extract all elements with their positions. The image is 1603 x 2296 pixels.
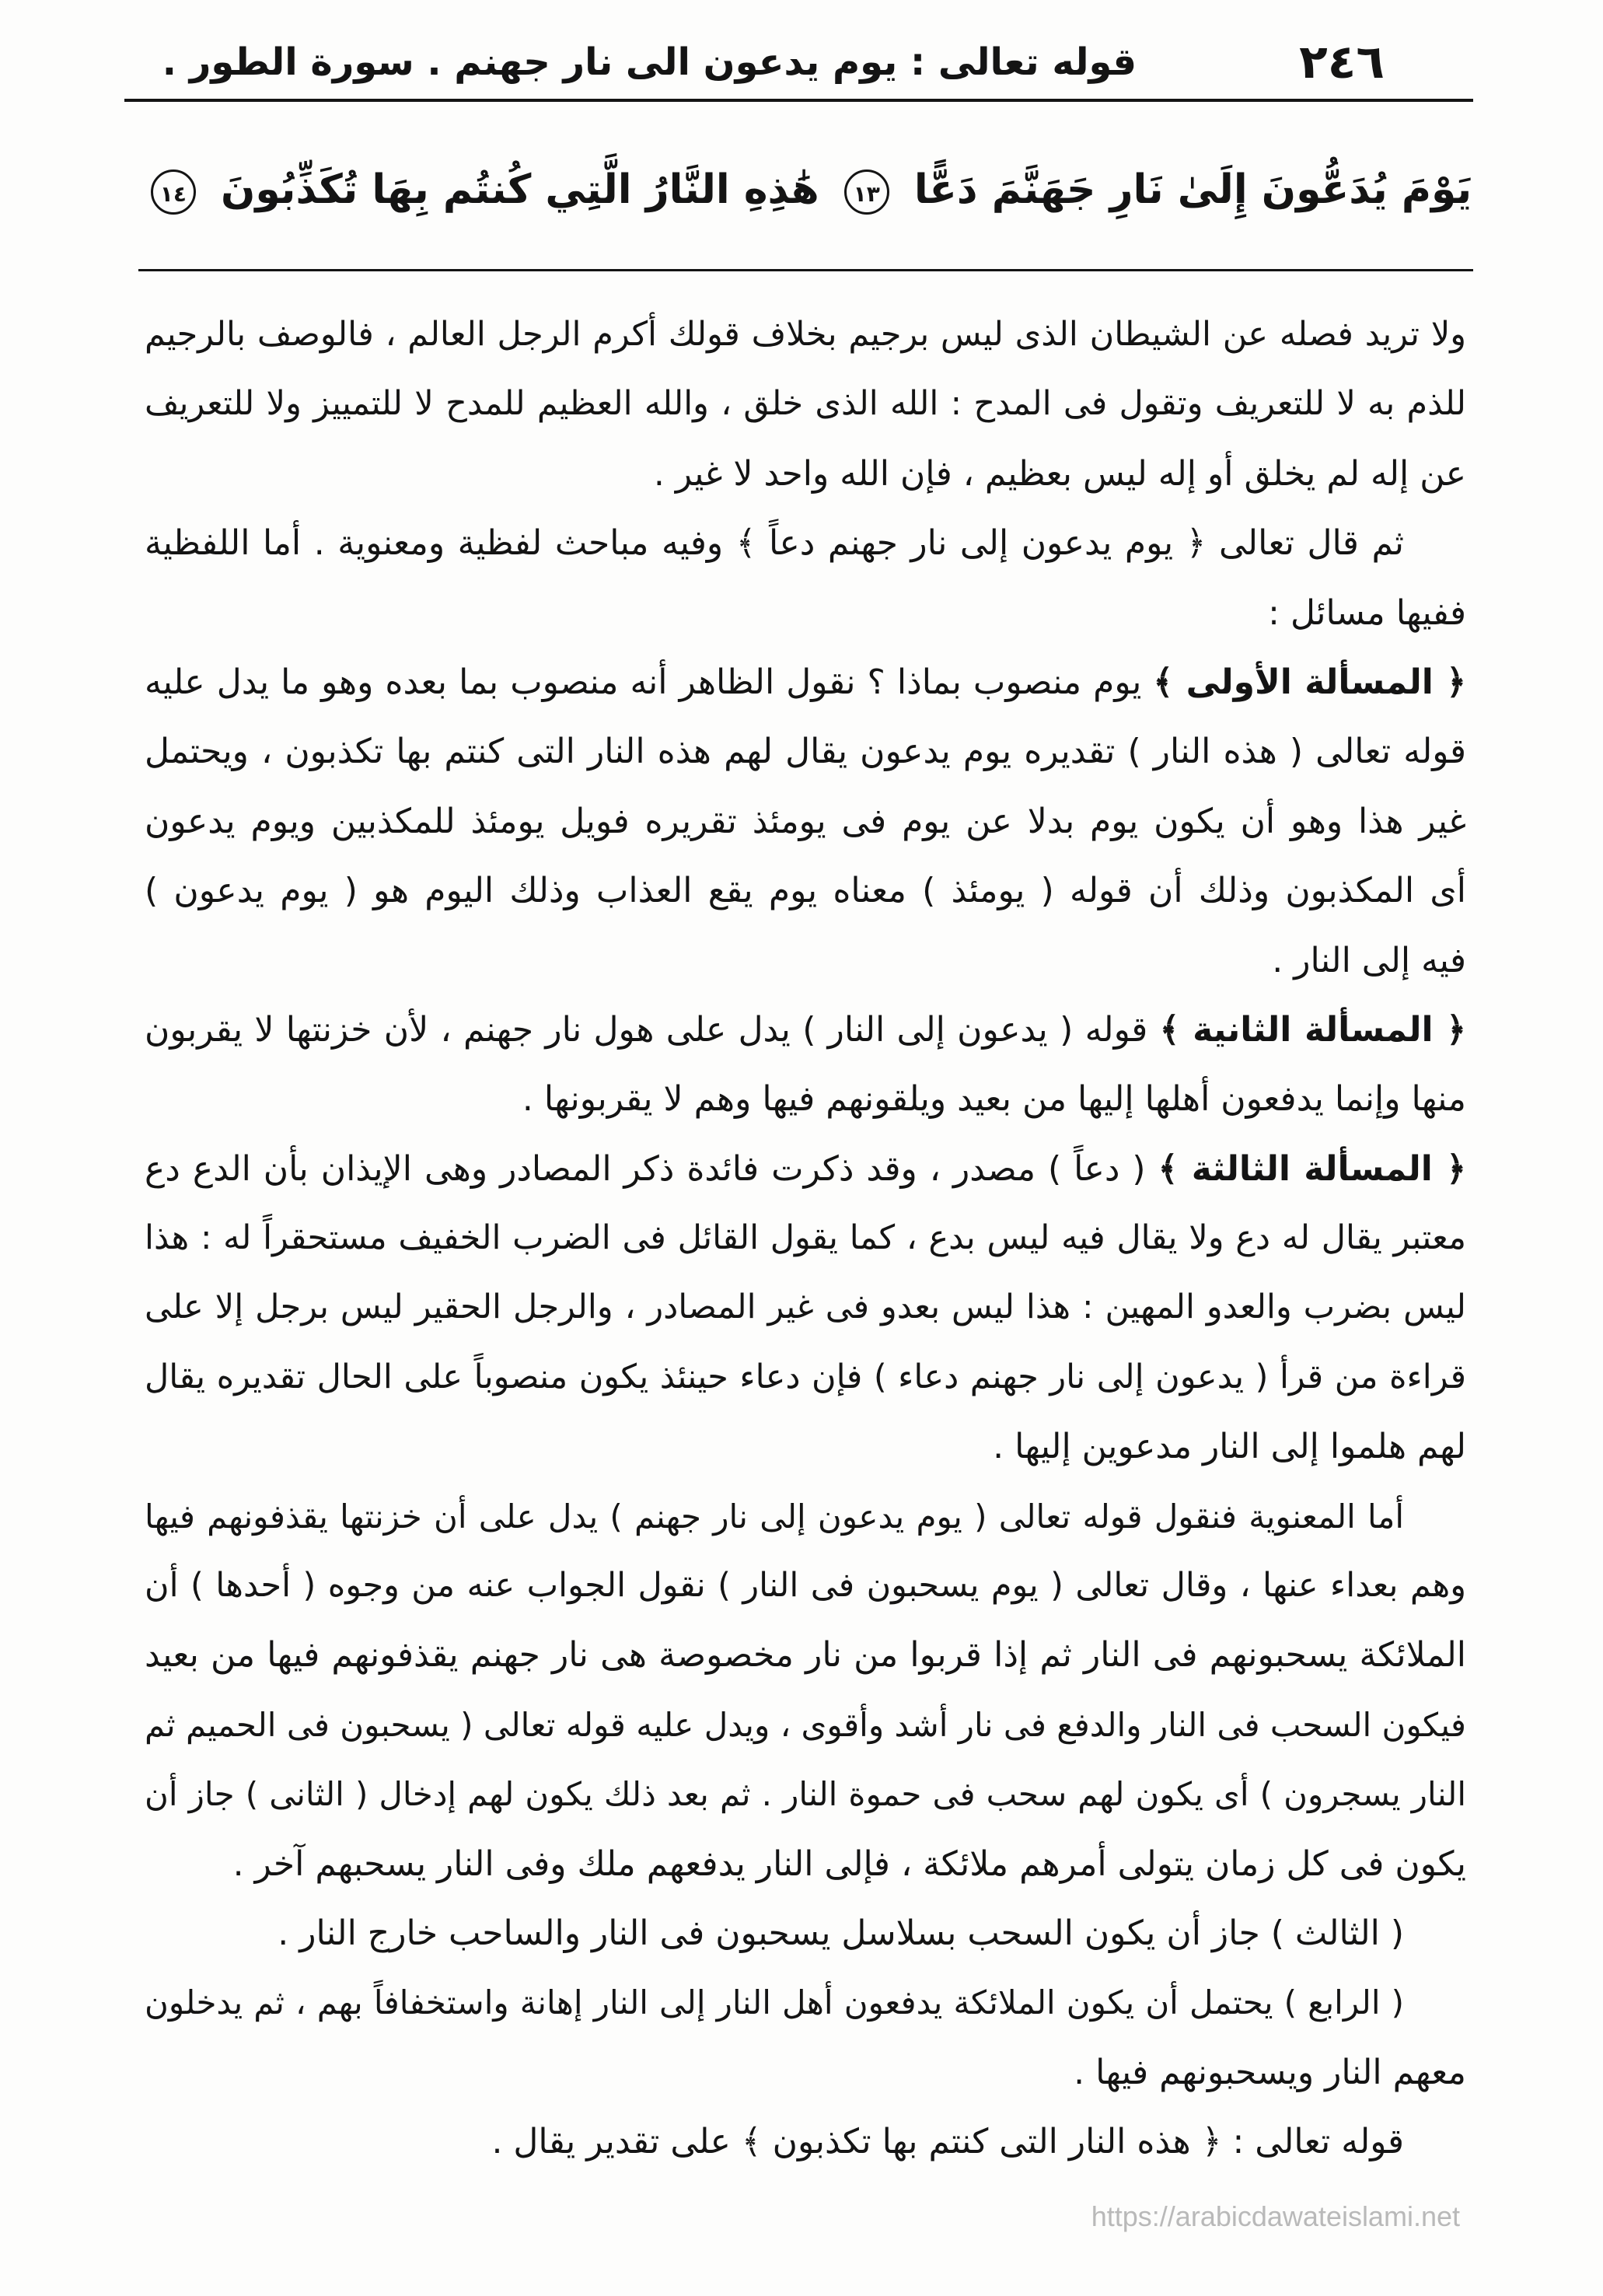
body-line-text: قوله ( يدعون إلى النار ) يدل على هول نار جهنم ، لأن خزنتها لا يقربون — [145, 1009, 1148, 1050]
body-line-text: ( دعاً ) مصدر ، وقد ذكرت فائدة ذكر المصادر وهى الإيذان بأن الدع دع — [145, 1148, 1146, 1189]
body-line: وهم بعداء عنها ، وقال تعالى ( يوم يسحبون فى النار ) نقول الجواب عنه من وجوه ( أحدها ) أن — [145, 1566, 1466, 1606]
body-line — [145, 995, 1466, 1064]
body-line — [145, 1134, 1466, 1204]
body-line: لهم هلموا إلى النار مدعوين إليها . — [993, 1427, 1466, 1467]
body-line: فيه إلى النار . — [1272, 940, 1466, 980]
body-line: أما المعنوية فنقول قوله تعالى ( يوم يدعون إلى نار جهنم ) يدل على أن خزنتها يقذفونهم فيها — [145, 1497, 1404, 1536]
body-line: قراءة من قرأ ( يدعون إلى نار جهنم دعاء ) فإن دعاء حينئذ يكون منصوباً على الحال تقديره يقال — [145, 1357, 1466, 1396]
body-line: الملائكة يسحبونهم فى النار ثم إذا قربوا من نار مخصوصة هى نار جهنم يقذفونهم فيها من بعيد — [145, 1635, 1466, 1676]
body-line: معتبر يقال له دع ولا يقال فيه ليس بدع ، كما يقول القائل فى الضرب الخفيف مستحقراً له : هذا — [145, 1218, 1466, 1258]
body-line-text: يوم منصوب بماذا ؟ نقول الظاهر أنه منصوب بما بعده وهو ما يدل عليه — [145, 662, 1142, 702]
running-title: قوله تعالى : يوم يدعون الى نار جهنم . سورة الطور . — [162, 40, 1137, 84]
body-line: معهم النار ويسحبونهم فيها . — [1074, 2052, 1466, 2092]
page-number: ٢٤٦ — [1299, 35, 1385, 89]
body-line: ولا تريد فصله عن الشيطان الذى ليس برجيم بخلاف قولك أكرم الرجل العالم ، فالوصف بالرجيم — [145, 315, 1466, 354]
ayah-number-marker — [151, 169, 196, 215]
body-line: ( الرابع ) يحتمل أن يكون الملائكة يدفعون أهل النار إلى النار إهانة واستخفافاً بهم ، ثم يدخلون — [145, 1983, 1404, 2022]
body-line: أى المكذبون وذلك أن قوله ( يومئذ ) معناه يوم يقع العذاب وذلك اليوم هو ( يوم يدعون ) — [145, 871, 1466, 911]
body-line: يكون فى كل زمان يتولى أمرهم ملائكة ، فإلى النار يدفعهم ملك وفى النار يسحبهم آخر . — [232, 1843, 1466, 1884]
body-line: منها وإنما يدفعون أهلها إليها من بعيد ويلقونهم فيها وهم لا يقربونها . — [522, 1079, 1466, 1120]
running-header — [124, 31, 1473, 93]
ayah-14-number: ١٤ — [159, 181, 187, 207]
body-line: عن إله لم يخلق أو إله ليس بعظيم ، فإن الله واحد لا غير . — [653, 453, 1466, 494]
body-line: ( الثالث ) جاز أن يكون السحب بسلاسل يسحبون فى النار والساحب خارج النار . — [278, 1913, 1404, 1953]
issue-heading: ﴿ المسألة الثانية ﴾ — [1159, 1009, 1466, 1050]
body-line: فيكون السحب فى النار والدفع فى نار أشد وأقوى ، ويدل عليه قوله تعالى ( يسحبون فى الحميم ثم — [145, 1705, 1466, 1744]
ayah-14-text: هَٰذِهِ النَّارُ الَّتِي كُنتُم بِهَا تُكَذِّبُونَ — [220, 166, 819, 213]
issue-heading: ﴿ المسألة الثالثة ﴾ — [1158, 1148, 1466, 1189]
body-line: قوله تعالى : ﴿ هذه النار التى كنتم بها تكذبون ﴾ على تقدير يقال . — [491, 2122, 1404, 2162]
commentary-text — [145, 300, 1466, 2177]
body-line: ففيها مسائل : — [1268, 592, 1466, 633]
watermark-url: https://arabicdawateislami.net — [1091, 2200, 1460, 2232]
header-rule — [124, 99, 1473, 102]
body-line — [145, 648, 1466, 717]
body-line: النار يسجرون ) أى يكون لهم سحب فى حموة النار . ثم بعد ذلك يكون لهم إدخال ( الثانى ) جاز أن — [145, 1775, 1466, 1814]
body-line: ليس بضرب والعدو المهين : هذا ليس بعدو فى غير المصادر ، والرجل الحقير ليس برجل إلا على — [145, 1288, 1466, 1327]
body-line: ثم قال تعالى ﴿ يوم يدعون إلى نار جهنم دعاً ﴾ وفيه مباحث لفظية ومعنوية . أما اللفظية — [145, 523, 1404, 564]
issue-heading: ﴿ المسألة الأولى ﴾ — [1153, 662, 1466, 702]
body-line: غير هذا وهو أن يكون يوم بدلا عن يوم فى يومئذ تقريره فويل يومئذ للمكذبين ويوم يدعون — [145, 801, 1466, 841]
quran-verse — [138, 151, 1473, 229]
ayah-number-marker — [844, 169, 889, 215]
body-line: للذم به لا للتعريف وتقول فى المدح : الله الذى خلق ، والله العظيم للمدح لا للتمييز ولا للتعريف — [145, 384, 1466, 424]
ayah-13-text: يَوْمَ يُدَعُّونَ إِلَىٰ نَارِ جَهَنَّمَ دَعًّا — [913, 166, 1472, 213]
ayah-13-number: ١٣ — [853, 181, 880, 207]
verse-rule — [138, 269, 1473, 271]
body-line: قوله تعالى ( هذه النار ) تقديره يوم يدعون يقال لهم هذه النار التى كنتم بها تكذبون ، ويحتمل — [145, 732, 1466, 772]
